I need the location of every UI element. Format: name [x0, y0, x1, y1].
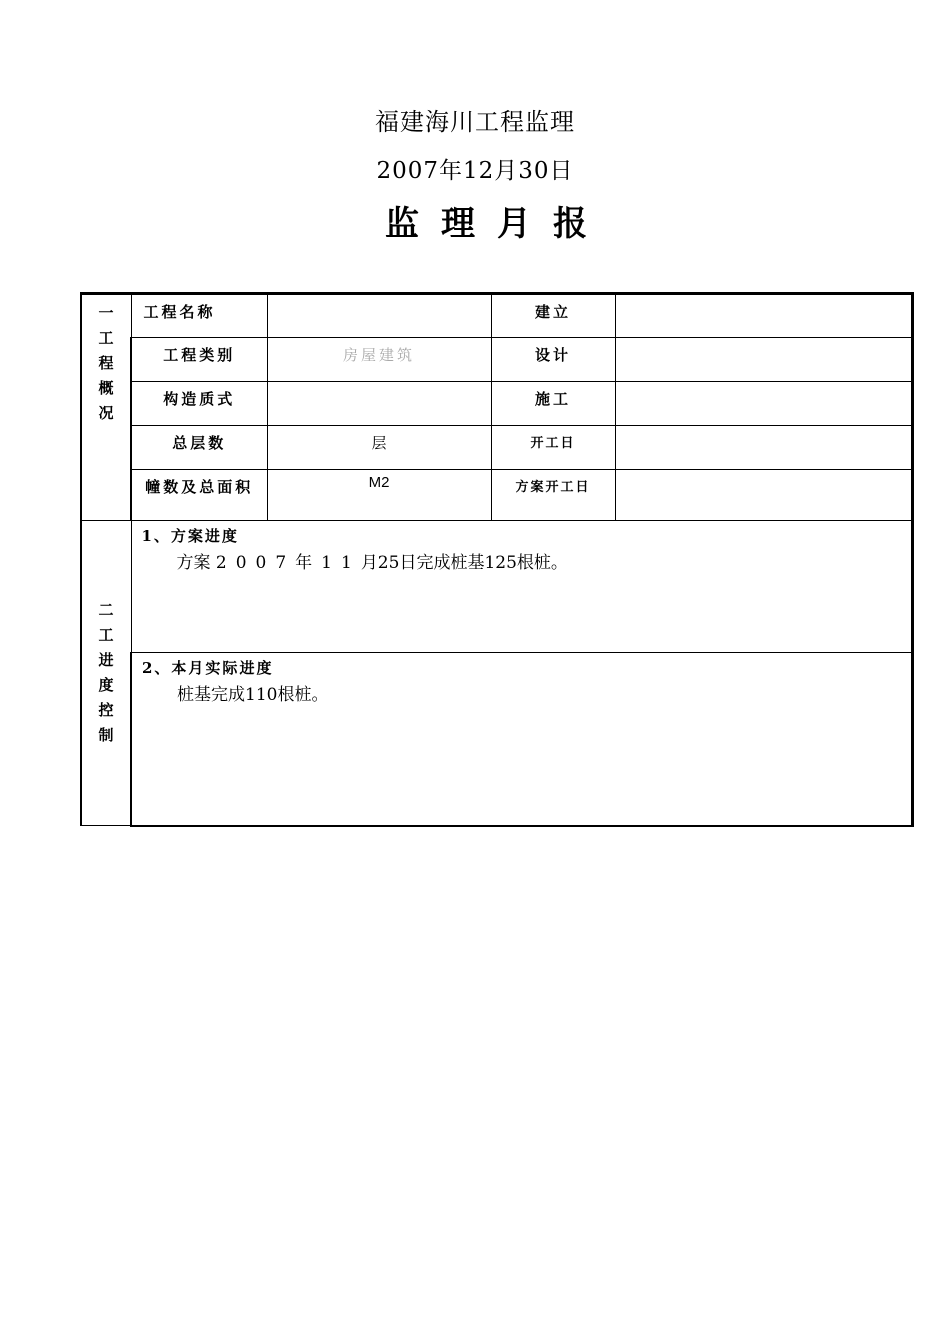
table-row: [81, 426, 912, 470]
table-row: [81, 521, 912, 653]
table-row: [81, 294, 912, 338]
builder-value[interactable]: [615, 294, 912, 338]
design-label: 设计: [491, 338, 615, 382]
building-count-area-label: 幢数及总面积: [131, 470, 267, 521]
actual-progress-text: 桩基完成110根桩。: [177, 685, 329, 705]
company-name: 福建海川工程监理: [375, 108, 575, 136]
report-table: [80, 292, 914, 827]
total-floors-label: 总层数: [131, 426, 267, 470]
table-row: [81, 653, 912, 826]
project-type-value[interactable]: 房屋建筑: [267, 338, 491, 382]
start-date-value[interactable]: [615, 426, 912, 470]
design-value[interactable]: [615, 338, 912, 382]
project-type-label: 工程类别: [131, 338, 267, 382]
construction-label: 施工: [491, 382, 615, 426]
table-row: [81, 338, 912, 382]
section2-label: 二 工 进 度 控 制: [81, 521, 131, 826]
plan-progress-cell[interactable]: [131, 521, 912, 653]
total-floors-value[interactable]: 层: [267, 426, 491, 470]
report-date: 2007年12月30日: [376, 158, 574, 184]
table-row: [81, 470, 912, 521]
plan-progress-title: 1、方案进度: [141, 527, 239, 545]
building-count-area-value[interactable]: M2: [267, 470, 491, 521]
structure-type-label: 构造质式: [131, 382, 267, 426]
builder-label: 建立: [491, 294, 615, 338]
project-name-value[interactable]: [267, 294, 491, 338]
structure-type-value[interactable]: [267, 382, 491, 426]
project-name-label: 工程名称: [131, 294, 267, 338]
table-row: [81, 382, 912, 426]
start-date-label: 开工日: [491, 426, 615, 470]
actual-progress-cell[interactable]: [131, 653, 912, 826]
plan-progress-text: 方案 2007年11月25日完成桩基125根桩。: [176, 553, 568, 573]
planned-start-date-value[interactable]: [615, 470, 912, 521]
planned-start-date-label: 方案开工日: [491, 470, 615, 521]
report-title: 监理月报: [385, 204, 609, 244]
actual-progress-title: 2、本月实际进度: [142, 659, 274, 677]
construction-value[interactable]: [615, 382, 912, 426]
section1-label: 一 工 程 概 况: [81, 294, 131, 521]
